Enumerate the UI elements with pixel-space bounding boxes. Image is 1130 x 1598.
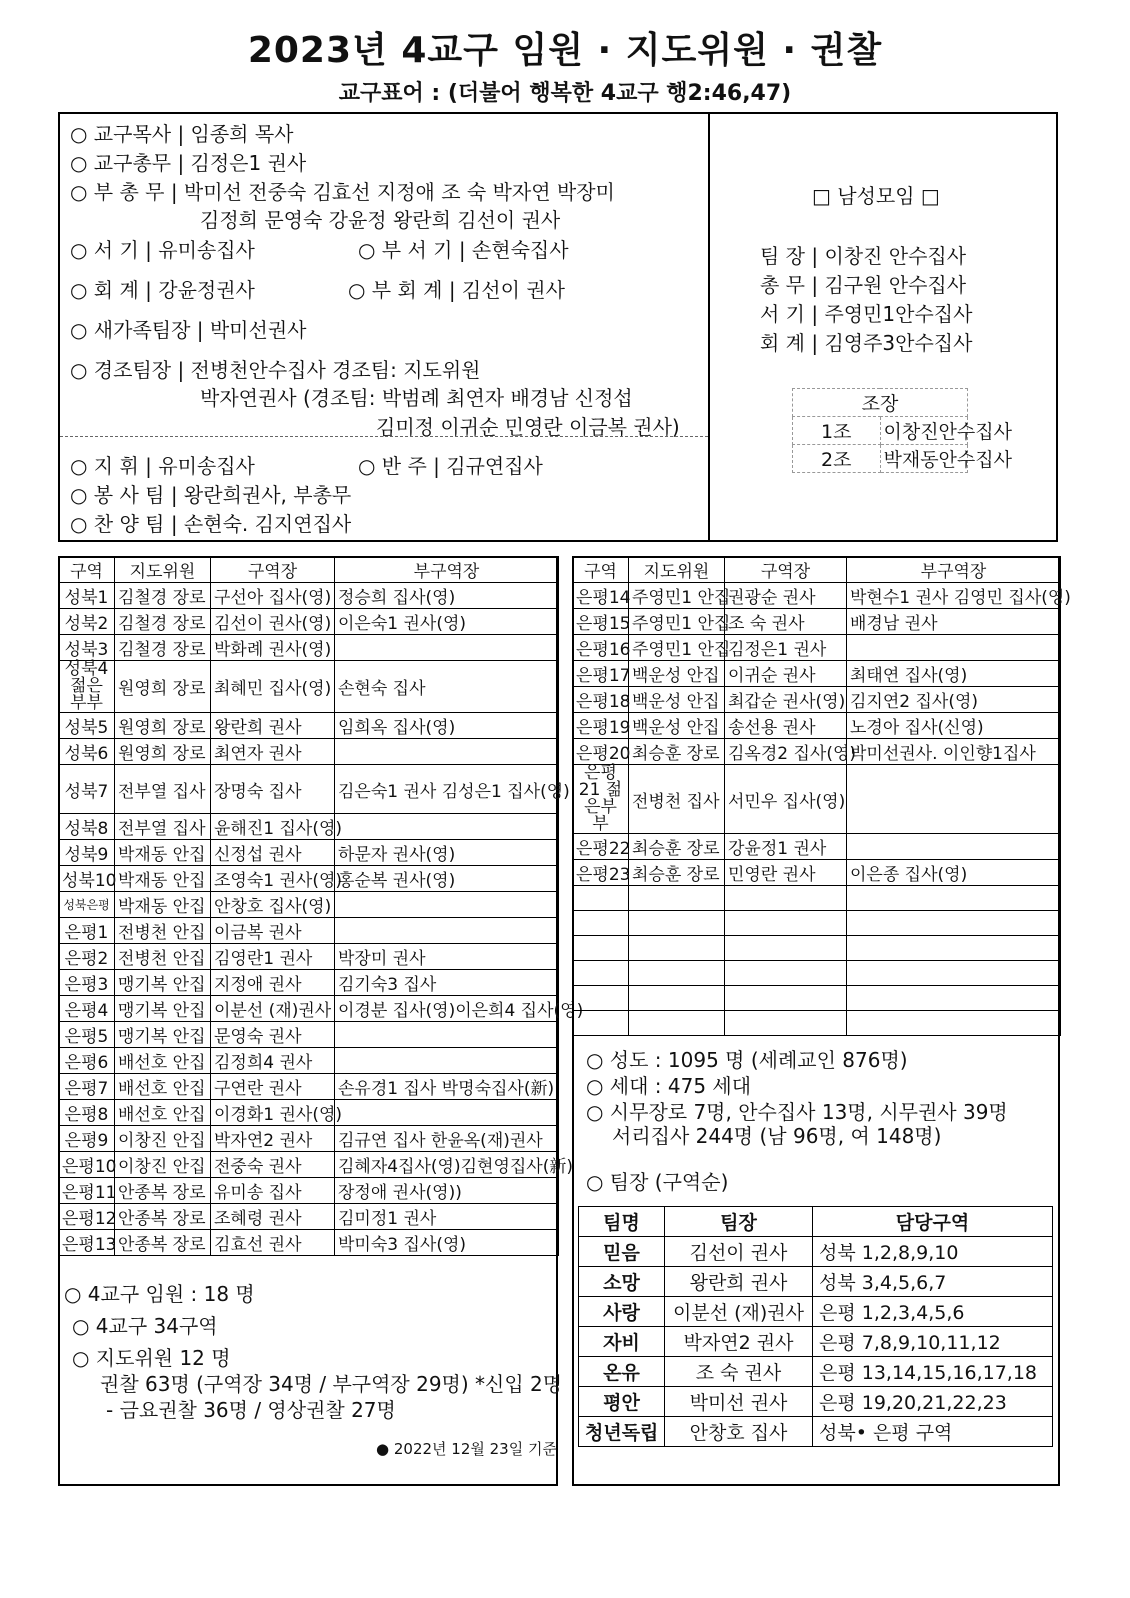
leader-cell	[725, 886, 847, 911]
basis-date: ● 2022년 12월 23일 기준	[376, 1440, 557, 1458]
left-district-row	[59, 944, 559, 970]
subleader-cell: 박장미 권사	[335, 944, 559, 970]
team-area-cell: 은평 7,8,9,10,11,12	[813, 1327, 1053, 1357]
summary-line: ○ 지도위원 12 명	[72, 1346, 231, 1370]
col-header: 구역	[59, 557, 115, 583]
leader-cell: 신정섭 권사	[211, 840, 335, 866]
advisor-cell: 원영희 장로	[115, 713, 211, 739]
subleader-cell: 박미숙3 집사(영)	[335, 1230, 559, 1256]
subleader-cell	[335, 739, 559, 765]
district-cell: 성북9	[59, 840, 115, 866]
jo-cell: 2조	[793, 445, 881, 473]
team-row	[579, 1387, 1053, 1417]
advisor-cell: 맹기복 안집	[115, 996, 211, 1022]
jo-header: 조장	[793, 389, 968, 417]
advisor-cell: 전부열 집사	[115, 814, 211, 840]
leader-cell: 김정은1 권사	[725, 635, 847, 661]
leader-cell	[725, 961, 847, 986]
subleader-cell	[847, 834, 1061, 860]
left-district-row	[59, 583, 559, 609]
subleader-cell: 김기숙3 집사	[335, 970, 559, 996]
subleader-cell	[335, 1100, 559, 1126]
advisor-cell: 최승훈 장로	[629, 834, 725, 860]
officer-line: ○ 부 서 기 | 손현숙집사	[358, 238, 569, 262]
leader-cell: 박화례 권사(영)	[211, 635, 335, 661]
leader-cell: 김정희4 권사	[211, 1048, 335, 1074]
left-district-row	[59, 840, 559, 866]
left-district-row	[59, 1100, 559, 1126]
advisor-cell: 전병천 안집	[115, 944, 211, 970]
advisor-cell: 전부열 집사	[115, 765, 211, 814]
subleader-cell: 손현숙 집사	[335, 661, 559, 713]
team-leader-cell: 박미선 권사	[665, 1387, 813, 1417]
team-row	[579, 1417, 1053, 1447]
team-area-cell: 성북 1,2,8,9,10	[813, 1237, 1053, 1267]
subleader-cell: 노경아 집사(신영)	[847, 713, 1061, 739]
left-district-row	[59, 1074, 559, 1100]
col-header: 지도위원	[115, 557, 211, 583]
officer-line: 박자연권사 (경조팀: 박범례 최연자 배경남 신정섭	[200, 386, 633, 410]
advisor-cell: 박재동 안집	[115, 840, 211, 866]
leader-cell: 권광순 권사	[725, 583, 847, 609]
district-cell	[573, 886, 629, 911]
advisor-cell: 최승훈 장로	[629, 860, 725, 886]
left-district-row	[59, 866, 559, 892]
left-district-row	[59, 1152, 559, 1178]
team-leader-cell: 김선이 권사	[665, 1237, 813, 1267]
district-cell: 은평14	[573, 583, 629, 609]
district-cell: 은평5	[59, 1022, 115, 1048]
district-cell: 은평1	[59, 918, 115, 944]
team-col-header: 팀장	[665, 1207, 813, 1237]
team-row	[579, 1267, 1053, 1297]
jo-cell: 1조	[793, 417, 881, 445]
officer-line: 김미정 이귀순 민영란 이금복 권사)	[376, 415, 680, 439]
officer-line: ○ 회 계 | 강윤정권사	[70, 278, 255, 302]
officer-line: ○ 부 총 무 | 박미선 전중숙 김효선 지정애 조 숙 박자연 박장미	[70, 180, 615, 204]
subleader-cell: 이은종 집사(영)	[847, 860, 1061, 886]
advisor-cell: 맹기복 안집	[115, 970, 211, 996]
advisor-cell: 주영민1 안집	[629, 635, 725, 661]
leader-cell: 이경화1 권사(영)	[211, 1100, 335, 1126]
district-cell	[573, 911, 629, 936]
district-cell: 은평21 젊은부부	[573, 765, 629, 834]
district-cell: 성북5	[59, 713, 115, 739]
team-area-cell: 성북 3,4,5,6,7	[813, 1267, 1053, 1297]
advisor-cell: 김철경 장로	[115, 609, 211, 635]
summary-line: ○ 4교구 34구역	[72, 1314, 218, 1338]
jo-cell: 이창진안수집사	[880, 417, 968, 445]
officer-line: ○ 서 기 | 유미송집사	[70, 238, 255, 262]
leader-cell: 최연자 권사	[211, 739, 335, 765]
leader-cell: 장명숙 집사	[211, 765, 335, 814]
leader-cell	[725, 911, 847, 936]
subleader-cell: 박현수1 권사 김영민 집사(영)	[847, 583, 1061, 609]
district-cell: 은평17	[573, 661, 629, 687]
right-district-row	[573, 911, 1061, 936]
mens-line: 팀 장 | 이창진 안수집사	[760, 244, 967, 268]
col-header: 지도위원	[629, 557, 725, 583]
col-header: 구역장	[725, 557, 847, 583]
leader-cell: 구선아 집사(영)	[211, 583, 335, 609]
leader-cell: 강윤정1 권사	[725, 834, 847, 860]
left-district-row	[59, 765, 559, 814]
subleader-cell	[847, 961, 1061, 986]
team-row	[579, 1327, 1053, 1357]
right-district-row	[573, 661, 1061, 687]
subleader-cell: 손유경1 집사 박명숙집사(新)	[335, 1074, 559, 1100]
team-area-cell: 은평 13,14,15,16,17,18	[813, 1357, 1053, 1387]
leader-cell: 유미송 집사	[211, 1178, 335, 1204]
left-district-row	[59, 1048, 559, 1074]
team-leader-cell: 박자연2 권사	[665, 1327, 813, 1357]
subleader-cell	[335, 635, 559, 661]
advisor-cell	[629, 961, 725, 986]
advisor-cell: 안종복 장로	[115, 1178, 211, 1204]
stat-line: 서리집사 244명 (남 96명, 여 148명)	[612, 1124, 942, 1148]
team-name-cell: 청년독립	[579, 1417, 665, 1447]
mens-group-title: □ 남성모임 □	[812, 184, 940, 208]
left-district-row	[59, 1204, 559, 1230]
col-header: 부구역장	[847, 557, 1061, 583]
advisor-cell: 원영희 장로	[115, 661, 211, 713]
leader-cell: 이금복 권사	[211, 918, 335, 944]
district-cell: 성북6	[59, 739, 115, 765]
team-row	[579, 1357, 1053, 1387]
officer-line: ○ 교구총무 | 김정은1 권사	[70, 151, 307, 175]
leader-cell: 전중숙 권사	[211, 1152, 335, 1178]
advisor-cell: 주영민1 안집	[629, 583, 725, 609]
district-cell: 은평12	[59, 1204, 115, 1230]
district-cell: 은평19	[573, 713, 629, 739]
right-district-row	[573, 687, 1061, 713]
district-cell: 은평22	[573, 834, 629, 860]
left-district-row	[59, 996, 559, 1022]
subleader-cell: 김혜자4집사(영)김현영집사(新)	[335, 1152, 559, 1178]
leader-cell: 조 숙 권사	[725, 609, 847, 635]
district-cell: 은평8	[59, 1100, 115, 1126]
officer-line: ○ 찬 양 팀 | 손현숙. 김지연집사	[70, 512, 352, 536]
advisor-cell	[629, 1011, 725, 1036]
district-cell: 성북2	[59, 609, 115, 635]
subleader-cell: 최태연 집사(영)	[847, 661, 1061, 687]
leader-cell: 김선이 권사(영)	[211, 609, 335, 635]
district-cell: 성북1	[59, 583, 115, 609]
district-cell: 은평10	[59, 1152, 115, 1178]
subleader-cell	[847, 886, 1061, 911]
advisor-cell: 배선호 안집	[115, 1074, 211, 1100]
leader-cell: 왕란희 권사	[211, 713, 335, 739]
officers-box	[58, 112, 1058, 542]
district-cell: 성북10	[59, 866, 115, 892]
team-row	[579, 1237, 1053, 1267]
district-cell: 은평13	[59, 1230, 115, 1256]
team-leader-cell: 조 숙 권사	[665, 1357, 813, 1387]
subleader-cell: 김지연2 집사(영)	[847, 687, 1061, 713]
right-district-table	[572, 556, 1071, 1036]
team-col-header: 담당구역	[813, 1207, 1053, 1237]
subleader-cell	[847, 986, 1061, 1011]
team-name-cell: 온유	[579, 1357, 665, 1387]
team-table	[578, 1206, 1053, 1447]
advisor-cell: 원영희 장로	[115, 739, 211, 765]
district-cell: 은평11	[59, 1178, 115, 1204]
left-district-row	[59, 609, 559, 635]
right-district-row	[573, 739, 1061, 765]
team-name-cell: 평안	[579, 1387, 665, 1417]
col-header: 구역	[573, 557, 629, 583]
advisor-cell: 박재동 안집	[115, 866, 211, 892]
subleader-cell	[335, 892, 559, 918]
leader-cell: 김효선 권사	[211, 1230, 335, 1256]
stat-line: ○ 성도 : 1095 명 (세례교인 876명)	[586, 1048, 908, 1072]
subleader-cell: 이은숙1 권사(영)	[335, 609, 559, 635]
advisor-cell: 이창진 안집	[115, 1126, 211, 1152]
leader-cell: 이귀순 권사	[725, 661, 847, 687]
subleader-cell: 정승희 집사(영)	[335, 583, 559, 609]
right-district-row	[573, 765, 1061, 834]
col-header: 부구역장	[335, 557, 559, 583]
advisor-cell	[629, 936, 725, 961]
subleader-cell: 임희옥 집사(영)	[335, 713, 559, 739]
district-cell	[573, 961, 629, 986]
advisor-cell	[629, 911, 725, 936]
advisor-cell: 김철경 장로	[115, 635, 211, 661]
advisor-cell: 김철경 장로	[115, 583, 211, 609]
officer-line: 김정희 문영숙 강윤정 왕란희 김선이 권사	[200, 208, 561, 232]
district-cell: 은평20	[573, 739, 629, 765]
district-cell: 성북은평	[59, 892, 115, 918]
subleader-cell	[847, 911, 1061, 936]
advisor-cell: 전병천 집사	[629, 765, 725, 834]
team-leader-cell: 이분선 (재)권사	[665, 1297, 813, 1327]
left-district-row	[59, 1126, 559, 1152]
left-district-row	[59, 1022, 559, 1048]
right-district-row	[573, 713, 1061, 739]
officer-line: ○ 봉 사 팀 | 왕란희권사, 부총무	[70, 483, 352, 507]
left-district-row	[59, 635, 559, 661]
district-cell: 은평23	[573, 860, 629, 886]
advisor-cell: 안종복 장로	[115, 1230, 211, 1256]
stat-line: ○ 시무장로 7명, 안수집사 13명, 시무권사 39명	[586, 1100, 1008, 1124]
leader-cell: 구연란 권사	[211, 1074, 335, 1100]
advisor-cell: 배선호 안집	[115, 1100, 211, 1126]
summary-line: 권찰 63명 (구역장 34명 / 부구역장 29명) *신입 2명	[100, 1372, 563, 1396]
stat-line: ○ 팀장 (구역순)	[586, 1170, 729, 1194]
advisor-cell: 박재동 안집	[115, 892, 211, 918]
divider	[708, 114, 710, 540]
district-cell: 은평4	[59, 996, 115, 1022]
subleader-cell: 장정애 권사(영))	[335, 1178, 559, 1204]
left-district-row	[59, 970, 559, 996]
officer-line: ○ 교구목사 | 임종희 목사	[70, 122, 294, 146]
leader-cell	[725, 1011, 847, 1036]
leader-cell: 송선용 권사	[725, 713, 847, 739]
district-cell: 은평6	[59, 1048, 115, 1074]
advisor-cell: 최승훈 장로	[629, 739, 725, 765]
team-col-header: 팀명	[579, 1207, 665, 1237]
advisor-cell: 주영민1 안집	[629, 609, 725, 635]
left-district-row	[59, 739, 559, 765]
district-cell: 은평16	[573, 635, 629, 661]
leader-cell: 조영숙1 권사(영)	[211, 866, 335, 892]
right-district-row	[573, 834, 1061, 860]
advisor-cell: 이창진 안집	[115, 1152, 211, 1178]
leader-cell	[725, 936, 847, 961]
right-district-row	[573, 886, 1061, 911]
leader-cell: 지정애 권사	[211, 970, 335, 996]
left-district-row	[59, 814, 559, 840]
leader-cell: 서민우 집사(영)	[725, 765, 847, 834]
subleader-cell: 김규연 집사 한윤옥(재)권사	[335, 1126, 559, 1152]
subleader-cell: 박미선권사. 이인향1집사	[847, 739, 1061, 765]
leader-cell: 김옥경2 집사(영)	[725, 739, 847, 765]
advisor-cell: 전병천 안집	[115, 918, 211, 944]
subleader-cell	[847, 1011, 1061, 1036]
parish-motto: 교구표어 : (더불어 행복한 4교구 행2:46,47)	[338, 81, 792, 106]
leader-cell: 민영란 권사	[725, 860, 847, 886]
officer-line: ○ 지 휘 | 유미송집사	[70, 454, 255, 478]
district-cell: 성북7	[59, 765, 115, 814]
subleader-cell: 홍순복 권사(영)	[335, 866, 559, 892]
advisor-cell: 백운성 안집	[629, 687, 725, 713]
left-district-row	[59, 892, 559, 918]
district-cell: 은평3	[59, 970, 115, 996]
left-district-row	[59, 661, 559, 713]
subleader-cell: 김은숙1 권사 김성은1 집사(영)	[335, 765, 559, 814]
district-cell: 은평2	[59, 944, 115, 970]
district-cell: 성북4 젊은부부	[59, 661, 115, 713]
leader-cell: 윤해진1 집사(영)	[211, 814, 335, 840]
leader-cell: 최혜민 집사(영)	[211, 661, 335, 713]
district-cell: 은평9	[59, 1126, 115, 1152]
left-district-row	[59, 1230, 559, 1256]
leader-cell: 박자연2 권사	[211, 1126, 335, 1152]
subleader-cell: 배경남 권사	[847, 609, 1061, 635]
jo-cell: 박재동안수집사	[880, 445, 968, 473]
team-name-cell: 사랑	[579, 1297, 665, 1327]
col-header: 구역장	[211, 557, 335, 583]
subleader-cell	[335, 918, 559, 944]
mens-line: 회 계 | 김영주3안수집사	[760, 331, 973, 355]
team-row	[579, 1297, 1053, 1327]
leader-cell	[725, 986, 847, 1011]
page-title: 2023년 4교구 임원 · 지도위원 · 권찰	[247, 30, 883, 71]
subleader-cell: 하문자 권사(영)	[335, 840, 559, 866]
advisor-cell: 백운성 안집	[629, 661, 725, 687]
district-cell: 은평15	[573, 609, 629, 635]
district-cell	[573, 986, 629, 1011]
team-area-cell: 성북• 은평 구역	[813, 1417, 1053, 1447]
team-leader-cell: 왕란희 권사	[665, 1267, 813, 1297]
right-district-row	[573, 583, 1061, 609]
right-district-row	[573, 986, 1061, 1011]
summary-line: - 금요권찰 36명 / 영상권찰 27명	[106, 1398, 396, 1422]
jo-table	[792, 388, 1012, 473]
advisor-cell: 백운성 안집	[629, 713, 725, 739]
district-cell: 성북3	[59, 635, 115, 661]
summary-line: ○ 4교구 임원 : 18 명	[64, 1282, 255, 1306]
district-cell: 은평7	[59, 1074, 115, 1100]
subleader-cell	[847, 765, 1061, 834]
subleader-cell	[335, 814, 559, 840]
subleader-cell: 이경분 집사(영)이은희4 집사(영)	[335, 996, 559, 1022]
district-cell	[573, 936, 629, 961]
stat-line: ○ 세대 : 475 세대	[586, 1074, 752, 1098]
left-district-row	[59, 713, 559, 739]
left-district-table	[58, 556, 584, 1256]
mens-line: 서 기 | 주영민1안수집사	[760, 302, 973, 326]
leader-cell: 최갑순 권사(영)	[725, 687, 847, 713]
officer-line: ○ 새가족팀장 | 박미선권사	[70, 318, 307, 342]
subleader-cell	[847, 635, 1061, 661]
team-name-cell: 자비	[579, 1327, 665, 1357]
team-leader-cell: 안창호 집사	[665, 1417, 813, 1447]
right-district-row	[573, 961, 1061, 986]
advisor-cell: 맹기복 안집	[115, 1022, 211, 1048]
officer-line: ○ 반 주 | 김규연집사	[358, 454, 543, 478]
right-district-row	[573, 609, 1061, 635]
subleader-cell	[847, 936, 1061, 961]
leader-cell: 문영숙 권사	[211, 1022, 335, 1048]
right-district-row	[573, 1011, 1061, 1036]
advisor-cell: 배선호 안집	[115, 1048, 211, 1074]
district-cell: 성북8	[59, 814, 115, 840]
left-district-row	[59, 1178, 559, 1204]
subleader-cell	[335, 1022, 559, 1048]
right-district-row	[573, 936, 1061, 961]
officer-line: ○ 부 회 계 | 김선이 권사	[348, 278, 565, 302]
mens-line: 총 무 | 김구원 안수집사	[760, 273, 967, 297]
team-name-cell: 소망	[579, 1267, 665, 1297]
right-district-row	[573, 860, 1061, 886]
team-area-cell: 은평 1,2,3,4,5,6	[813, 1297, 1053, 1327]
subleader-cell: 김미정1 권사	[335, 1204, 559, 1230]
left-district-row	[59, 918, 559, 944]
advisor-cell	[629, 986, 725, 1011]
team-area-cell: 은평 19,20,21,22,23	[813, 1387, 1053, 1417]
leader-cell: 안창호 집사(영)	[211, 892, 335, 918]
leader-cell: 김영란1 권사	[211, 944, 335, 970]
officer-line: ○ 경조팀장 | 전병천안수집사 경조팀: 지도위원	[70, 358, 481, 382]
right-district-row	[573, 635, 1061, 661]
district-cell	[573, 1011, 629, 1036]
leader-cell: 조혜령 권사	[211, 1204, 335, 1230]
district-cell: 은평18	[573, 687, 629, 713]
subleader-cell	[335, 1048, 559, 1074]
advisor-cell	[629, 886, 725, 911]
dashed-divider	[60, 436, 708, 437]
leader-cell: 이분선 (재)권사	[211, 996, 335, 1022]
team-name-cell: 믿음	[579, 1237, 665, 1267]
advisor-cell: 안종복 장로	[115, 1204, 211, 1230]
